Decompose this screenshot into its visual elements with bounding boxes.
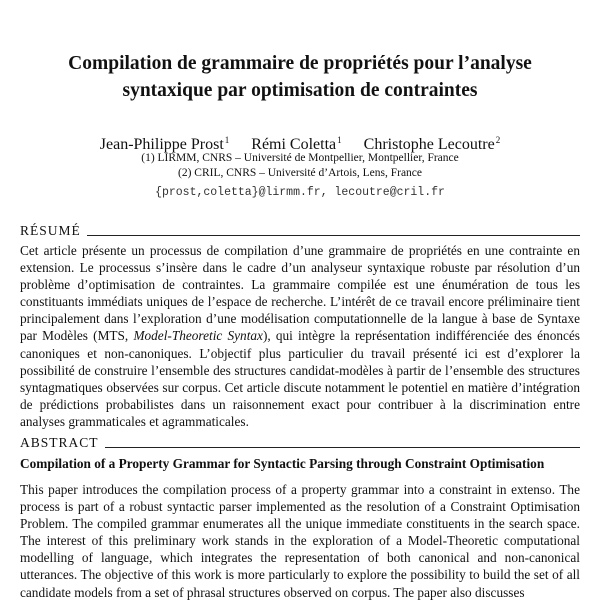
abstract-english-title: Compilation of a Property Grammar for Syntactic Parsing through Constraint Optimisation: [20, 456, 545, 471]
resume-paragraph: [20, 242, 580, 430]
resume-heading: [20, 224, 580, 238]
resume-body: [20, 242, 580, 430]
author-name: Jean-Philippe Prost: [99, 136, 224, 153]
resume-heading-label: RÉSUMÉ: [20, 223, 81, 238]
abstract-heading-rule: [105, 447, 580, 448]
author-emails: {prost,coletta}@lirmm.fr, lecoutre@cril.fr: [155, 186, 445, 199]
resume-text-part-2: ), qui intègre la représentation indifférenciée des énoncés canoniques et non-canoniques. L’objectif plus particulier du travail présenté ici est d’explorer la possibilité de construire l’ensemble des structures candidat-modèles à partir de l’ensemble des structures syntagmatiques observées sur corpus. Cet article discute notamment le potentiel en matière d’intégration de prédictions probabilistes dans un raisonnement exact pour contribuer à la discrimination entre analyses grammaticales et agrammaticales.: [20, 328, 580, 429]
author-affil-mark: 1: [337, 135, 342, 145]
resume-text-part-1: Cet article présente un processus de compilation d’une grammaire de propriétés en une contrainte en extension. Le processus s’insère dans le cadre d’un analyseur syntaxique robuste par résolution d’un problème d’optimisation de contraintes. La grammaire compilée est une énumération de tous les constituants immédiats uniques de l’espace de recherche. L’intérêt de ce travail encore préliminaire tient principalement dans l’exploration d’une modélisation computationnelle de la langue à base de Syntaxe par Modèles (MTS,: [20, 243, 580, 344]
resume-heading-rule: [87, 235, 580, 236]
title-line-2: syntaxique par optimisation de contraintes: [122, 80, 478, 101]
abstract-heading-label: ABSTRACT: [20, 435, 99, 450]
abstract-heading: [20, 436, 580, 450]
affiliation-1: (1) LIRMM, CNRS – Université de Montpellier, Montpellier, France: [141, 152, 459, 164]
resume-text-emphasis: Model-Theoretic Syntax: [133, 328, 263, 344]
author-affil-mark: 2: [495, 135, 501, 145]
author-name: Christophe Lecoutre: [363, 136, 495, 153]
abstract-paragraph: This paper introduces the compilation process of a property grammar into a constraint in extenso. The process is part of a robust syntactic parser implemented as the resolution of a Constraint Optimisation Problem. The compiled grammar enumerates all the unique immediate constituents in the search space. The interest of this preliminary work stands in the exploration of a Model-Theoretic computational modelling of language, which integrates the representation of both canonical and non-canonical utterances. The objective of this work is more particularly to explore the possibility to build the set of all candidate models from a set of phrasal structures observed on corpus. The paper also discusses: [20, 482, 580, 600]
paper-title: [20, 50, 580, 104]
author-affil-mark: 1: [224, 135, 230, 145]
abstract-body: [20, 481, 580, 601]
author-name: Rémi Coletta: [251, 136, 337, 153]
title-line-1: Compilation de grammaire de propriétés pour l’analyse: [68, 53, 532, 74]
affiliation-2: (2) CRIL, CNRS – Université d’Artois, Lens, France: [177, 167, 423, 179]
